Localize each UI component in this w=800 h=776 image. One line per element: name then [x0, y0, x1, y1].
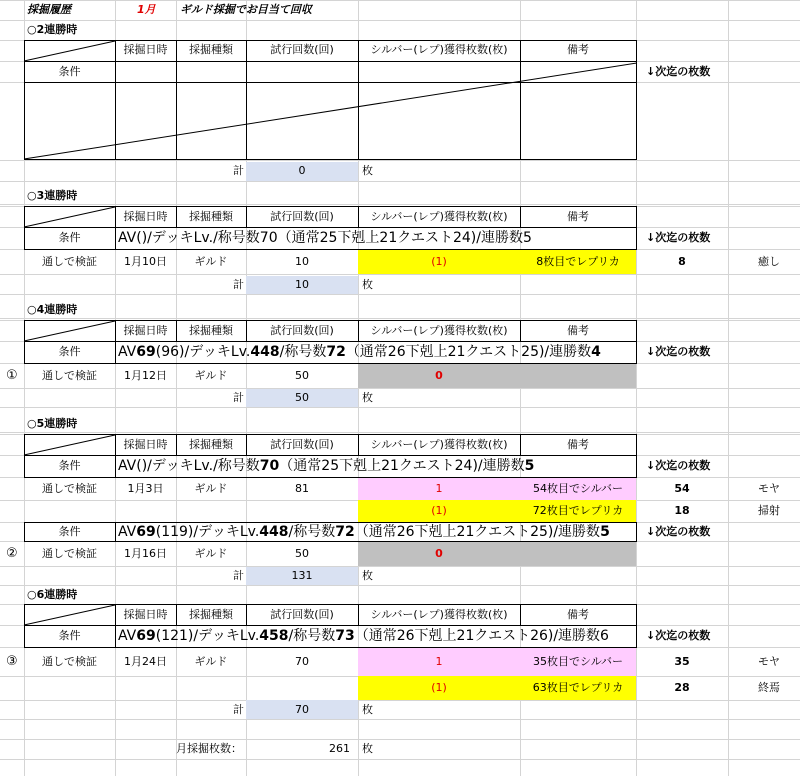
- date-cell: 1月10日: [124, 255, 167, 268]
- condition-part: AV: [118, 524, 137, 540]
- condition-part: 5: [600, 524, 610, 540]
- method-cell: 通しで検証: [42, 255, 97, 268]
- column-header-date: 採掘日時: [123, 608, 168, 621]
- column-header-notes: 備考: [567, 438, 589, 451]
- side-note: 癒し: [758, 255, 780, 268]
- condition-part: AV: [118, 344, 137, 360]
- sheet-title: 採掘履歴: [27, 3, 71, 16]
- unit-label: 枚: [362, 742, 373, 755]
- condition-part: 448: [259, 524, 289, 540]
- column-header-date: 採掘日時: [123, 438, 168, 451]
- condition-text: [118, 457, 534, 475]
- condition-text: [118, 627, 609, 645]
- condition-part: AV()/デッキLv./称号数: [118, 458, 260, 474]
- total-label: 計: [233, 569, 244, 582]
- method-cell: 通しで検証: [42, 369, 97, 382]
- silver-cell: (1): [431, 504, 447, 517]
- column-header-type: 採掘種類: [189, 608, 233, 621]
- sheet-month: 1月: [137, 3, 156, 16]
- note-cell: 54枚目でシルバー: [533, 482, 623, 495]
- next-count-value: 35: [674, 655, 690, 668]
- condition-part: （通常26下剋上21クエスト26)/連勝数6: [354, 628, 609, 644]
- condition-part: 69: [136, 628, 156, 644]
- condition-label: 条件: [58, 629, 81, 642]
- next-count-label: ↓次迄の枚数: [646, 629, 711, 642]
- condition-part: 5: [524, 458, 535, 474]
- silver-cell: 1: [435, 655, 443, 668]
- column-header-silver: シルバー(レプ)獲得枚数(枚): [370, 210, 508, 223]
- condition-part: 72: [335, 524, 355, 540]
- unit-label: 枚: [362, 703, 373, 716]
- side-note: モヤ: [758, 655, 780, 668]
- note-cell: 35枚目でシルバー: [533, 655, 623, 668]
- method-cell: 通しで検証: [42, 655, 97, 668]
- silver-cell: 0: [435, 369, 443, 382]
- condition-text: AV()/デッキLv./称号数70（通常25下剋上21クエスト24)/連勝数5: [118, 230, 532, 246]
- silver-cell: (1): [431, 681, 447, 694]
- silver-cell: 1: [435, 482, 443, 495]
- condition-label: 条件: [58, 459, 81, 472]
- next-count-value: 54: [674, 482, 690, 495]
- side-note: 終焉: [758, 681, 780, 694]
- silver-cell: (1): [431, 255, 447, 268]
- next-count-value: 8: [678, 255, 686, 268]
- condition-part: 73: [335, 628, 355, 644]
- condition-part: 448: [250, 344, 280, 360]
- trials-cell: 50: [295, 547, 309, 560]
- date-cell: 1月12日: [124, 369, 167, 382]
- total-value: 0: [298, 164, 306, 177]
- condition-part: 458: [259, 628, 289, 644]
- section-title: ○5連勝時: [27, 417, 78, 430]
- method-cell: 通しで検証: [42, 547, 97, 560]
- condition-part: /称号数: [288, 628, 336, 644]
- row-marker: ②: [6, 546, 18, 561]
- condition-part: 69: [136, 524, 156, 540]
- condition-part: /称号数: [288, 524, 336, 540]
- column-header-date: 採掘日時: [123, 43, 168, 56]
- column-header-type: 採掘種類: [189, 43, 233, 56]
- section-title: ○3連勝時: [27, 189, 78, 202]
- type-cell: ギルド: [194, 547, 228, 560]
- column-header-silver: シルバー(レプ)獲得枚数(枚): [370, 438, 508, 451]
- column-header-silver: シルバー(レプ)獲得枚数(枚): [370, 324, 508, 337]
- silver-cell: 0: [435, 547, 443, 560]
- column-header-trials: 試行回数(回): [270, 438, 334, 451]
- total-label: 計: [233, 391, 244, 404]
- note-cell: 72枚目でレプリカ: [532, 504, 624, 517]
- total-value: 131: [291, 569, 313, 582]
- unit-label: 枚: [362, 391, 373, 404]
- row-marker: ③: [6, 654, 18, 669]
- condition-part: AV: [118, 628, 137, 644]
- method-cell: 通しで検証: [42, 482, 97, 495]
- next-count-label: ↓次迄の枚数: [646, 231, 711, 244]
- column-header-trials: 試行回数(回): [270, 43, 334, 56]
- next-count-label: ↓次迄の枚数: [646, 459, 711, 472]
- type-cell: ギルド: [194, 482, 228, 495]
- date-cell: 1月16日: [124, 547, 167, 560]
- column-header-trials: 試行回数(回): [270, 210, 334, 223]
- trials-cell: 81: [295, 482, 309, 495]
- condition-part: (121)/デッキLv.: [155, 628, 260, 644]
- note-cell: 8枚目でレプリカ: [536, 255, 620, 268]
- condition-part: (119)/デッキLv.: [155, 524, 260, 540]
- column-header-notes: 備考: [567, 210, 589, 223]
- column-header-notes: 備考: [567, 608, 589, 621]
- total-value: 50: [295, 391, 309, 404]
- section-title: ○6連勝時: [27, 588, 78, 601]
- note-cell: 63枚目でレプリカ: [532, 681, 624, 694]
- side-note: 掃射: [758, 504, 780, 517]
- trials-cell: 50: [295, 369, 309, 382]
- condition-part: 70: [259, 458, 280, 474]
- date-cell: 1月24日: [124, 655, 167, 668]
- condition-label: 条件: [58, 525, 81, 538]
- condition-part: （通常26下剋上21クエスト25)/連勝数: [354, 524, 601, 540]
- next-count-value: 18: [674, 504, 690, 517]
- type-cell: ギルド: [194, 655, 228, 668]
- trials-cell: 10: [295, 255, 309, 268]
- total-label: 計: [233, 703, 244, 716]
- condition-part: 69: [136, 344, 156, 360]
- side-note: モヤ: [758, 482, 780, 495]
- column-header-notes: 備考: [567, 43, 589, 56]
- condition-text: [118, 343, 601, 361]
- next-count-value: 28: [674, 681, 690, 694]
- column-header-trials: 試行回数(回): [270, 608, 334, 621]
- column-header-notes: 備考: [567, 324, 589, 337]
- condition-label: 条件: [58, 65, 81, 78]
- column-header-type: 採掘種類: [189, 438, 233, 451]
- unit-label: 枚: [362, 164, 373, 177]
- total-label: 計: [233, 278, 244, 291]
- column-header-type: 採掘種類: [189, 210, 233, 223]
- section-title: ○2連勝時: [27, 23, 78, 36]
- sheet-subtitle: ギルド採掘でお目当て回収: [180, 3, 312, 16]
- date-cell: 1月3日: [127, 482, 164, 495]
- condition-text: [118, 523, 610, 541]
- next-count-label: ↓次迄の枚数: [646, 525, 711, 538]
- monthly-total-value: 261: [329, 742, 350, 755]
- next-count-label: ↓次迄の枚数: [646, 345, 711, 358]
- monthly-total-label: 月採掘枚数：: [176, 742, 242, 755]
- total-value: 10: [295, 278, 309, 291]
- column-header-type: 採掘種類: [189, 324, 233, 337]
- column-header-date: 採掘日時: [123, 324, 168, 337]
- condition-part: （通常25下剋上21クエスト24)/連勝数: [279, 458, 525, 474]
- condition-label: 条件: [58, 345, 81, 358]
- section-title: ○4連勝時: [27, 303, 78, 316]
- condition-label: 条件: [58, 231, 81, 244]
- next-count-label: ↓次迄の枚数: [646, 65, 711, 78]
- condition-part: （通常26下剋上21クエスト25)/連勝数: [345, 344, 592, 360]
- type-cell: ギルド: [194, 369, 228, 382]
- condition-part: 4: [591, 344, 601, 360]
- condition-part: 72: [326, 344, 346, 360]
- column-header-date: 採掘日時: [123, 210, 168, 223]
- row-marker: ①: [6, 368, 18, 383]
- unit-label: 枚: [362, 278, 373, 291]
- unit-label: 枚: [362, 569, 373, 582]
- column-header-silver: シルバー(レプ)獲得枚数(枚): [370, 43, 508, 56]
- condition-part: (96)/デッキLv.: [155, 344, 251, 360]
- condition-part: /称号数: [279, 344, 327, 360]
- total-label: 計: [233, 164, 244, 177]
- total-value: 70: [295, 703, 309, 716]
- trials-cell: 70: [295, 655, 309, 668]
- column-header-trials: 試行回数(回): [270, 324, 334, 337]
- type-cell: ギルド: [194, 255, 228, 268]
- column-header-silver: シルバー(レプ)獲得枚数(枚): [370, 608, 508, 621]
